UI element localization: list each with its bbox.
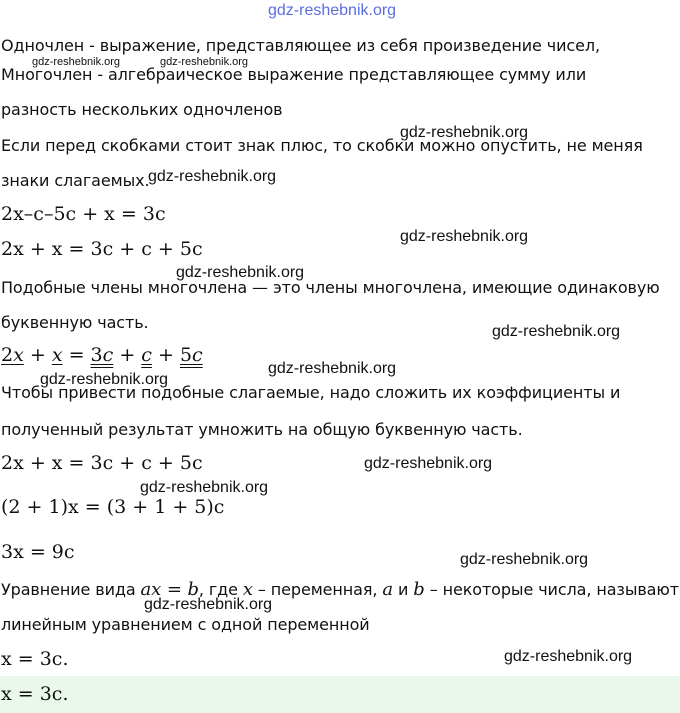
watermark: gdz-reshebnik.org bbox=[400, 124, 529, 141]
term-c: c bbox=[141, 344, 152, 366]
equation-factored: (2 + 1)x = (3 + 1 + 5)c bbox=[1, 496, 225, 518]
brackets-rule-line2: знаки слагаемых. bbox=[1, 171, 150, 190]
watermark: gdz-reshebnik.org bbox=[32, 56, 121, 68]
equation-simplified: 3x = 9c bbox=[1, 541, 75, 563]
watermark-top: gdz-reshebnik.org bbox=[268, 2, 397, 19]
equation-text: 2x–c–5c + x = 3c bbox=[1, 203, 166, 225]
equation-result: x = 3c. bbox=[1, 648, 69, 670]
polynomial-definition-line1: Многочлен - алгебраическое выражение представляющее сумму или bbox=[1, 65, 587, 84]
linear-equation-definition bbox=[1, 579, 679, 600]
watermark: gdz-reshebnik.org bbox=[148, 168, 277, 185]
formula: ax = b bbox=[140, 579, 199, 600]
watermark: gdz-reshebnik.org bbox=[176, 264, 305, 281]
answer-box bbox=[0, 676, 680, 713]
watermark: gdz-reshebnik.org bbox=[460, 551, 589, 568]
watermark: gdz-reshebnik.org bbox=[160, 56, 249, 68]
linear-mid2: – переменная, bbox=[252, 580, 378, 599]
similar-terms-line2: буквенную часть. bbox=[1, 313, 149, 332]
watermark: gdz-reshebnik.org bbox=[400, 228, 529, 245]
polynomial-definition-line2: разность нескольких одночленов bbox=[1, 100, 283, 119]
collect-rule-line2: полученный результат умножить на общую буквенную часть. bbox=[1, 420, 523, 439]
linear-and: и bbox=[393, 580, 414, 599]
similar-terms-line1: Подобные члены многочлена — это члены многочлена, имеющие одинаковую bbox=[1, 278, 660, 297]
answer-text: x = 3c. bbox=[1, 683, 69, 705]
watermark: gdz-reshebnik.org bbox=[504, 648, 633, 665]
equation-similar-terms-marked: 2x + x = 3c + c + 5c bbox=[1, 344, 203, 366]
term-3c: 3c bbox=[90, 344, 114, 366]
linear-prefix: Уравнение вида bbox=[1, 580, 136, 599]
monomial-definition: Одночлен - выражение, представляющее из себя произведение чисел, bbox=[1, 36, 600, 55]
symbol: x bbox=[242, 579, 253, 600]
equation-repeat: 2x + x = 3c + c + 5c bbox=[1, 452, 203, 474]
linear-equation-line2: линейным уравнением с одной переменной bbox=[1, 615, 370, 634]
collect-rule-line1: Чтобы привести подобные слагаемые, надо сложить их коэффициенты и bbox=[1, 383, 621, 402]
watermark: gdz-reshebnik.org bbox=[140, 479, 269, 496]
symbol: a bbox=[382, 579, 394, 600]
equation-grouped: 2x + x = 3c + c + 5c bbox=[1, 238, 203, 260]
watermark: gdz-reshebnik.org bbox=[364, 455, 493, 472]
var-b bbox=[413, 579, 424, 600]
term-5c: 5c bbox=[179, 344, 203, 366]
var-a bbox=[382, 579, 393, 600]
equation-original bbox=[1, 203, 166, 225]
linear-suffix: – некоторые числа, называют bbox=[424, 580, 679, 599]
watermark: gdz-reshebnik.org bbox=[492, 323, 621, 340]
watermark: gdz-reshebnik.org bbox=[40, 371, 169, 388]
term-x: x bbox=[51, 344, 63, 366]
brackets-rule-line1: Если перед скобками стоит знак плюс, то скобки можно опустить, не меняя bbox=[1, 136, 643, 155]
watermark: gdz-reshebnik.org bbox=[268, 360, 397, 377]
linear-mid1: , где bbox=[198, 580, 238, 599]
symbol: b bbox=[413, 579, 425, 600]
term-2x: 2x bbox=[1, 344, 24, 366]
watermark: gdz-reshebnik.org bbox=[144, 596, 273, 613]
